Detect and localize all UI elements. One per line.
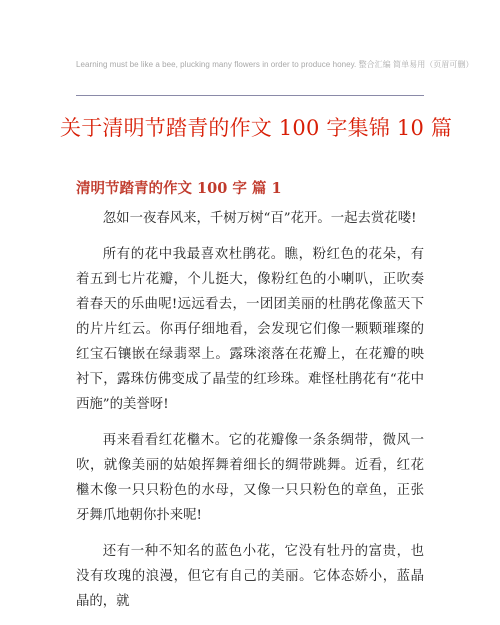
section-title: 清明节踏青的作文 100 字 篇 1 (76, 180, 282, 197)
header-divider (76, 95, 424, 96)
paragraph: 还有一种不知名的蓝色小花，它没有牡丹的富贵，也没有玫瑰的浪漫，但它有自己的美丽。它体态娇小，蓝晶晶的，就 (76, 544, 424, 609)
document-title: 关于清明节踏青的作文 100 字集锦 10 篇 (60, 116, 453, 140)
paragraph: 忽如一夜春风来，千树万树“百”花开。一起去赏花喽! (102, 211, 417, 226)
article-body (76, 206, 424, 625)
paragraph: 所有的花中我最喜欢杜鹃花。瞧，粉红色的花朵，有着五到七片花瓣，个儿挺大，像粉红色的小喇叭，正吹奏着春天的乐曲呢!远远看去，一团团美丽的杜鹃花像蓝天下的片片红云。你再仔细地看，会发现它们像一颗颗璀璨的红宝石镶嵌在绿翡翠上。露珠滚落在花瓣上，在花瓣的映衬下，露珠仿佛变成了晶莹的红珍珠。难怪杜鹃花有“花中西施”的美誉呀! (76, 247, 424, 412)
page-header: Learning must be like a bee, plucking many flowers in order to produce honey. 整合汇编 简单易用（页眉可删） (76, 60, 474, 69)
paragraph: 再来看看红花檵木。它的花瓣像一条条绸带，微风一吹，就像美丽的姑娘挥舞着细长的绸带跳舞。近看，红花檵木像一只只粉色的水母，又像一只只粉色的章鱼，正张牙舞爪地朝你扑来呢! (76, 433, 424, 523)
